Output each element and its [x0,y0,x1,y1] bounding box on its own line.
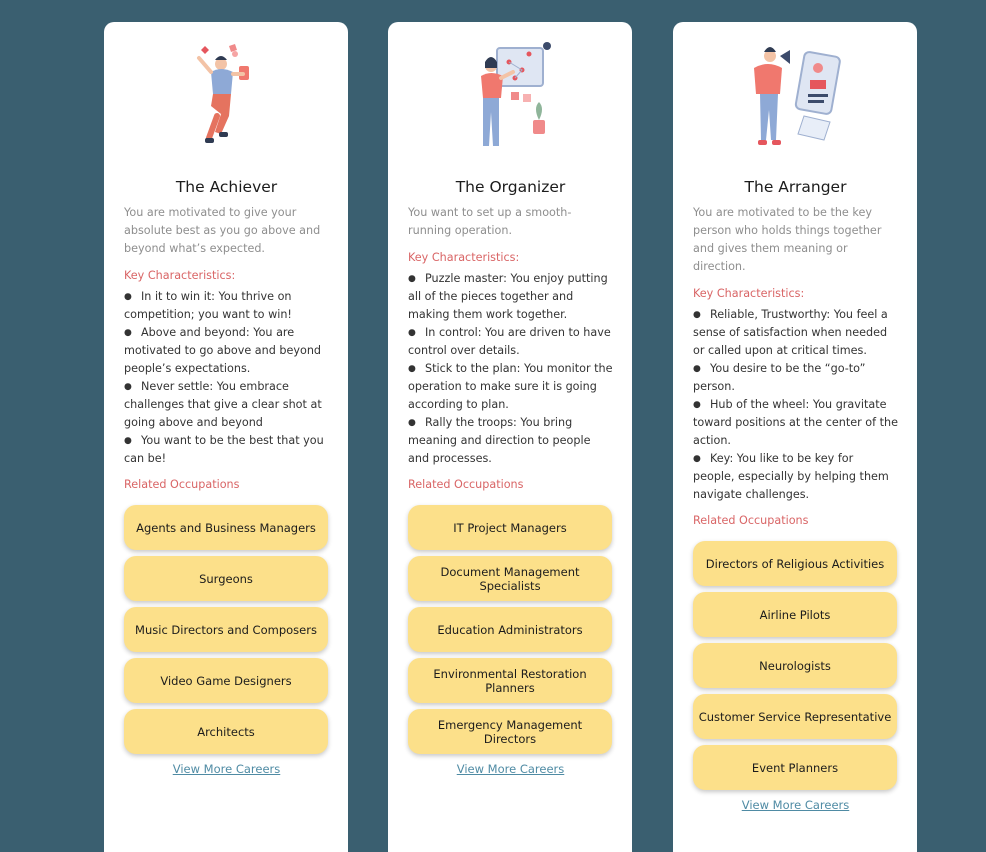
card-title: The Organizer [455,178,566,196]
occupation-button[interactable]: Customer Service Representative [693,694,897,739]
characteristic-item: ● You want to be the best that you can be! [124,434,324,465]
occupations-list [693,541,898,790]
occupation-button[interactable]: Airline Pilots [693,592,897,637]
occupation-button[interactable]: Document Management Specialists [408,556,612,601]
characteristic-item: ● In it to win it: You thrive on competition; you want to win! [124,290,292,321]
characteristic-item: ● Stick to the plan: You monitor the operation to make sure it is going according to plan. [408,362,613,411]
organizer-illustration [408,22,613,162]
characteristic-item: ● Puzzle master: You enjoy putting all of the pieces together and making them work together. [408,272,608,321]
card-description: You are motivated to give your absolute best as you go above and beyond what’s expected. [124,206,321,255]
characteristics-list [124,288,329,468]
characteristic-item: ● You desire to be the “go-to” person. [693,362,866,393]
occupation-button[interactable]: Architects [124,709,328,754]
occupation-button[interactable]: Event Planners [693,745,897,790]
characteristic-item: ● In control: You are driven to have control over details. [408,326,611,357]
achiever-illustration [124,22,329,162]
characteristics-list [408,270,613,468]
occupations-list [408,505,613,754]
card-description: You want to set up a smooth-running operation. [408,206,572,237]
occupation-button[interactable]: Music Directors and Composers [124,607,328,652]
characteristic-item: ● Hub of the wheel: You gravitate toward positions at the center of the action. [693,398,898,447]
key-characteristics-label: Key Characteristics: [693,287,805,300]
related-occupations-label: Related Occupations [408,478,524,491]
occupation-button[interactable]: Surgeons [124,556,328,601]
occupation-button[interactable]: IT Project Managers [408,505,612,550]
characteristics-list [693,306,898,504]
related-occupations-label: Related Occupations [693,514,809,527]
occupation-button[interactable]: Agents and Business Managers [124,505,328,550]
related-occupations-label: Related Occupations [124,478,240,491]
occupation-button[interactable]: Video Game Designers [124,658,328,703]
characteristic-item: ● Rally the troops: You bring meaning and direction to people and processes. [408,416,591,465]
occupation-button[interactable]: Education Administrators [408,607,612,652]
card-achiever [104,22,348,852]
occupation-button[interactable]: Environmental Restoration Planners [408,658,612,703]
occupation-button[interactable]: Emergency Management Directors [408,709,612,754]
arranger-illustration [693,22,898,162]
card-arranger [673,22,917,852]
characteristic-item: ● Above and beyond: You are motivated to go above and beyond people’s expectations. [124,326,322,375]
card-description: You are motivated to be the key person who holds things together and gives them meaning or direction. [693,206,882,273]
key-characteristics-label: Key Characteristics: [408,251,520,264]
characteristic-item: ● Reliable, Trustworthy: You feel a sense of satisfaction when needed or called upon at critical times. [693,308,888,357]
characteristic-item: ● Never settle: You embrace challenges that give a clear shot at going above and beyond [124,380,322,429]
card-organizer [388,22,632,852]
occupation-button[interactable]: Directors of Religious Activities [693,541,897,586]
key-characteristics-label: Key Characteristics: [124,269,236,282]
view-more-careers-link[interactable]: View More Careers [741,798,850,812]
characteristic-item: ● Key: You like to be key for people, especially by helping them navigate challenges. [693,452,889,501]
occupations-list [124,505,329,754]
view-more-careers-link[interactable]: View More Careers [172,762,281,776]
card-title: The Achiever [175,178,278,196]
card-title: The Arranger [744,178,847,196]
occupation-button[interactable]: Neurologists [693,643,897,688]
view-more-careers-link[interactable]: View More Careers [456,762,565,776]
